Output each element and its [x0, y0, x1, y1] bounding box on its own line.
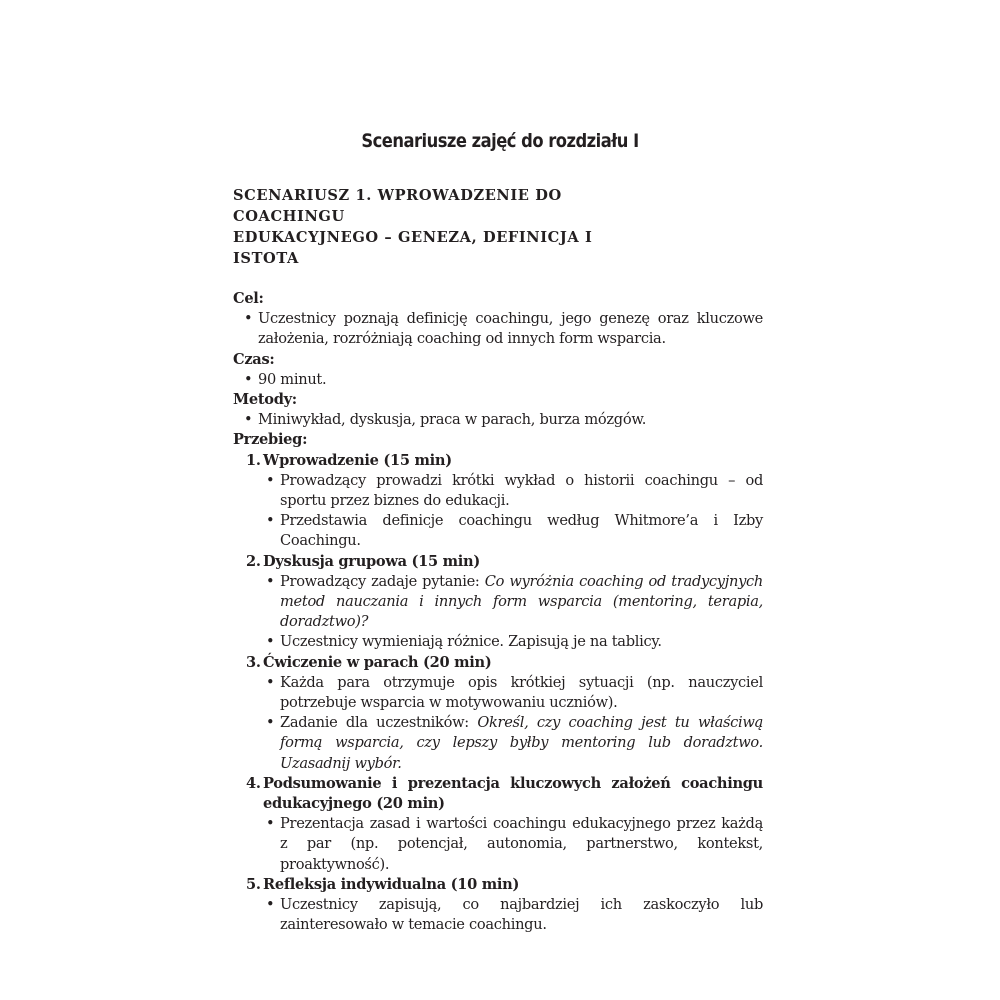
- step-1-item-1: • Prowadzący prowadzi krótki wykład o historii coachingu – od sportu przez biznes do edukacji.: [233, 471, 763, 511]
- step-2: [233, 552, 763, 572]
- goal-item: • Uczestnicy poznają definicję coachingu, jego genezę oraz kluczowe założenia, rozróżniają coaching od innych form wsparcia.: [233, 309, 763, 349]
- scenario-content: [233, 185, 763, 936]
- scenario-heading-line1: SCENARIUSZ 1. WPROWADZENIE DO COACHINGU: [233, 187, 562, 225]
- step-3-item-2-prefix: Zadanie dla uczestników:: [280, 714, 478, 732]
- step-4-title: Podsumowanie i prezentacja kluczowych założeń coachingu edukacyjnego (20 min): [263, 774, 763, 813]
- methods-label: Metody:: [233, 391, 297, 409]
- page-title: Scenariusze zajęć do rozdziału I: [361, 130, 639, 152]
- step-3-title: Ćwiczenie w parach (20 min): [263, 653, 492, 671]
- goal-label: Cel:: [233, 290, 264, 307]
- time-item: • 90 minut.: [233, 370, 763, 390]
- step-5: [233, 875, 763, 895]
- scenario-heading-line2: EDUKACYJNEGO – GENEZA, DEFINICJA I ISTOTA: [233, 229, 593, 267]
- step-1: [233, 451, 763, 471]
- step-3-number: 3.: [246, 653, 261, 671]
- step-3-item-2-task: Określ, czy coaching jest tu właściwą formą wsparcia, czy lepszy byłby mentoring lub doradztwo. Uzasadnij wybór.: [280, 714, 763, 772]
- step-2-number: 2.: [246, 552, 261, 570]
- step-1-item-2: • Przedstawia definicje coachingu według Whitmore’a i Izby Coachingu.: [233, 511, 763, 551]
- step-3-item-1: • Każda para otrzymuje opis krótkiej sytuacji (np. nauczyciel potrzebuje wsparcia w motywowaniu uczniów).: [233, 673, 763, 713]
- methods-item: • Miniwykład, dyskusja, praca w parach, burza mózgów.: [233, 410, 763, 430]
- step-3-item-2: [233, 713, 763, 774]
- step-1-title: Wprowadzenie (15 min): [263, 451, 452, 469]
- step-1-number: 1.: [246, 451, 261, 469]
- step-2-item-1-prefix: Prowadzący zadaje pytanie:: [280, 572, 485, 590]
- step-5-item-1: • Uczestnicy zapisują, co najbardziej ich zaskoczyło lub zainteresowało w temacie coachingu.: [233, 895, 763, 935]
- step-4-item-1: • Prezentacja zasad i wartości coachingu edukacyjnego przez każdą z par (np. potencjał, autonomia, partnerstwo, kontekst, proaktywność).: [233, 814, 763, 875]
- step-5-title: Refleksja indywidualna (10 min): [263, 875, 520, 893]
- time-label: Czas:: [233, 350, 275, 368]
- step-2-item-1-question: Co wyróżnia coaching od tradycyjnych metod nauczania i innych form wsparcia (mentoring, terapia, doradztwo)?: [280, 572, 763, 631]
- step-4-number: 4.: [246, 774, 261, 792]
- step-2-item-2: • Uczestnicy wymieniają różnice. Zapisują je na tablicy.: [233, 632, 763, 652]
- step-3: [233, 653, 763, 673]
- scenario-heading: [233, 185, 653, 269]
- course-label: Przebieg:: [233, 431, 308, 449]
- step-4: [233, 774, 763, 814]
- step-2-item-1: [233, 572, 763, 633]
- step-2-title: Dyskusja grupowa (15 min): [263, 552, 480, 570]
- step-5-number: 5.: [246, 875, 261, 893]
